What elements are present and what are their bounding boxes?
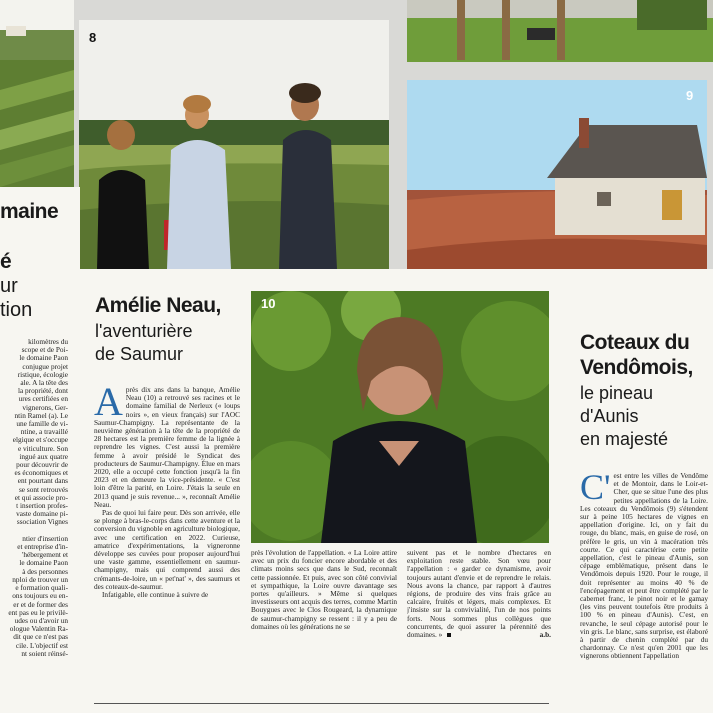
left-column-line: ssociation Vignes bbox=[16, 517, 68, 527]
photo-number-9: 9 bbox=[686, 88, 694, 103]
left-column-line: se sont retrouvés bbox=[18, 484, 68, 494]
left-column-line: le domaine Paon bbox=[19, 353, 68, 363]
left-column-line: ures certifiées en bbox=[18, 394, 68, 404]
amelie-column-1 bbox=[94, 386, 240, 711]
left-heading-4: tion bbox=[0, 299, 33, 321]
amelie-dropcap: A bbox=[94, 386, 123, 424]
left-column-line: le domaine Paon bbox=[19, 558, 68, 568]
left-column-line: t insertion profes- bbox=[16, 501, 68, 511]
garden-photo-top bbox=[407, 0, 713, 62]
left-column-line: dit que ce n'est pas bbox=[13, 632, 68, 642]
amelie-subtitle-1: l'aventurière bbox=[95, 321, 193, 341]
left-column-line: e formation quali- bbox=[15, 583, 68, 593]
left-column-line: kilomètres du bbox=[28, 338, 68, 346]
left-column-line: ons toujours eu en- bbox=[12, 591, 68, 601]
end-mark-icon bbox=[447, 633, 451, 637]
left-column-line: à des personnes bbox=[22, 566, 68, 576]
left-column-line: cile. L'objectif est bbox=[15, 640, 68, 650]
left-column-line: ale. A la tête des bbox=[20, 378, 68, 388]
left-column-line: et entreprise d'in- bbox=[17, 542, 68, 552]
left-column-line: ingué aux quatre bbox=[19, 451, 68, 461]
column-rule bbox=[94, 703, 549, 704]
left-column-line: nploi de trouver un bbox=[12, 574, 68, 584]
coteaux-column bbox=[580, 472, 708, 712]
left-column-line: ologue Valentin Ra- bbox=[9, 624, 68, 634]
coteaux-subtitle-2: d'Aunis bbox=[580, 406, 639, 426]
left-column-line: une famille de vi- bbox=[16, 419, 68, 429]
coteaux-subtitle-3: en majesté bbox=[580, 429, 669, 449]
left-column-line: elgique et s'occupe bbox=[12, 435, 68, 445]
left-column-line: et qui associe pro- bbox=[14, 492, 68, 502]
amelie-subtitle-2: de Saumur bbox=[95, 344, 184, 364]
left-column-line: ristique, écologie bbox=[17, 369, 68, 379]
left-column-line: ntin Ramel (a). Le bbox=[14, 410, 68, 420]
amelie-column-3 bbox=[407, 549, 551, 711]
left-column-line: er et de former des bbox=[13, 599, 68, 609]
left-column-line: ntine, a travaillé bbox=[20, 427, 68, 437]
left-column-line: conjugue projet bbox=[22, 361, 68, 371]
amelie-signature: a.b. bbox=[539, 630, 551, 640]
left-heading-2: é bbox=[0, 250, 12, 273]
left-column-line: pour découvrir de bbox=[16, 460, 68, 470]
amelie-col1-p3: Infatigable, elle continue à suivre de bbox=[102, 590, 209, 600]
left-column-line: la propriété, dont bbox=[17, 386, 68, 396]
left-column-line: ent pourtant dans bbox=[17, 476, 68, 486]
amelie-col1-p1: près dix ans dans la banque, Amélie Neau (10) a retrouvé ses racines et le domaine familial de Nerleux (« loups noirs », en vieux français) sur l'AOC Saumur-Champigny. La représentante de la neuvième génération à la tête de la propriété de 28 hectares est la première femme de la lignée à reprendre les vignes. C'est aussi la première femme à avoir présidé le Syndicat des producteurs de Saumur-Champigny. Élue en mars 2020, elle a occupé cette fonction jusqu'à la fin 2023 et en demeure la vice-présidente. « C'est loin d'être la parité, en Loire. J'étais la seule en 2013 quand je suis revenue... », reconnaît Amélie Neau. bbox=[94, 386, 240, 509]
coteaux-title-2: Vendômois, bbox=[580, 356, 693, 379]
vignerons-photo bbox=[79, 20, 389, 269]
left-column-line: vignerons, Ger- bbox=[22, 402, 68, 412]
coteaux-body: est entre les villes de Vendôme et de Montoir, dans le Loir-et-Cher, que se situe l'une des plus petites appellations de la Loire. Les coteaux du Vendômois (9) s'étendent sur à peine 105 hectares de vignes en appellation d'origine. Ici, on y fait du rouge, du blanc, mais, en guise de rosé, on préfère le gris, un vin à macération très courte. Ce qui caractérise cette petite appellation, c'est le pineau d'Aunis, son cépage emblématique, présent dans le Vendômois depuis 1920. Pour le rouge, il doit représenter au moins 40 % de l'encépagement et peut être complété par le cabernet franc, le pinot noir et le gamay (les vins peuvent toutefois être produits à 100 % en pineau d'Aunis). C'est, en revanche, le seul cépage autorisé pour le vin gris. Le blanc, sans surprise, est élaboré à partir de chenin complété par du chardonnay. Ce n'est qu'en 2001 que les vignerons obtiennent l'appellation bbox=[580, 472, 708, 661]
coteaux-dropcap: C' bbox=[580, 472, 611, 507]
left-column-line: ntier d'insertion bbox=[22, 533, 68, 543]
amelie-col3-text: suivent pas et le nombre d'hectares en exploitation reste stable. Son vœu pour l'appellation : « garder ce dynamisme, avoir toujours autant d'envie et de reprendre le relais. Nous avons la chance, par rapport à d'autres régions, de produire des vins frais grâce au calcaire, fruités et légers, mais complexes. Et j'insiste sur la convivialité, l'un de nos points forts. Nous sommes plus collègues que concurrents, de quoi assurer la pérennité des domaines. » bbox=[407, 549, 551, 640]
coteaux-subtitle-1: le pineau bbox=[580, 383, 654, 403]
photo-number-8: 8 bbox=[89, 30, 97, 45]
vineyard-photo-top-left bbox=[0, 0, 74, 187]
left-heading-3: ur bbox=[0, 275, 18, 297]
amelie-title: Amélie Neau, bbox=[95, 294, 221, 317]
left-column-line: ent pas eu le privilè- bbox=[8, 607, 68, 617]
left-column-line: e viticulture. Son bbox=[17, 443, 68, 453]
left-column-line: 'hébergement et bbox=[22, 550, 68, 560]
left-column-text bbox=[0, 338, 68, 713]
amelie-column-2: près l'évolution de l'appellation. « La Loire attire avec un prix du foncier encore abordable et des climats moins secs que dans le Sud, reconnaît cette passionnée. Et puis, avec son côté convivial et sympathique, la Loire ouvre davantage ses portes qu'ailleurs. » Même si quelques investisseurs ont acquis des terres, comme Martin Bouygues avec le Clos Rougeard, la dynamique de saumur-champigny se ressent : il y a peu de domaines où les générations ne se bbox=[251, 549, 397, 631]
left-column-line: vaste domaine pi- bbox=[16, 509, 68, 519]
left-column-line: nt soient réinsé- bbox=[21, 648, 68, 658]
left-heading-1: maine bbox=[0, 200, 59, 223]
amelie-col1-p2: Pas de quoi lui faire peur. Dès son arrivée, elle se plonge à bras-le-corps dans cette aventure et la conversion du vignoble en agriculture biologique, avec une certification en 2022. Curieuse, amatrice d'expérimentations, la vigneronne développe ses cuvées pour proposer aujourd'hui une vaste gamme, essentiellement en saumur-champigny, mais qui comprend aussi des crémants-de-loire, un « pet'nat' », des saumurs et des coteaux-de-saumur. bbox=[94, 508, 240, 591]
photo-number-10: 10 bbox=[261, 296, 276, 311]
left-column-line: scope et de Poi- bbox=[21, 345, 68, 355]
amelie-neau-portrait bbox=[251, 291, 549, 543]
coteaux-title-1: Coteaux du bbox=[580, 331, 690, 354]
left-column-line: es économiques et bbox=[14, 468, 68, 478]
left-column-line: udes ou d'avoir un bbox=[14, 615, 68, 625]
